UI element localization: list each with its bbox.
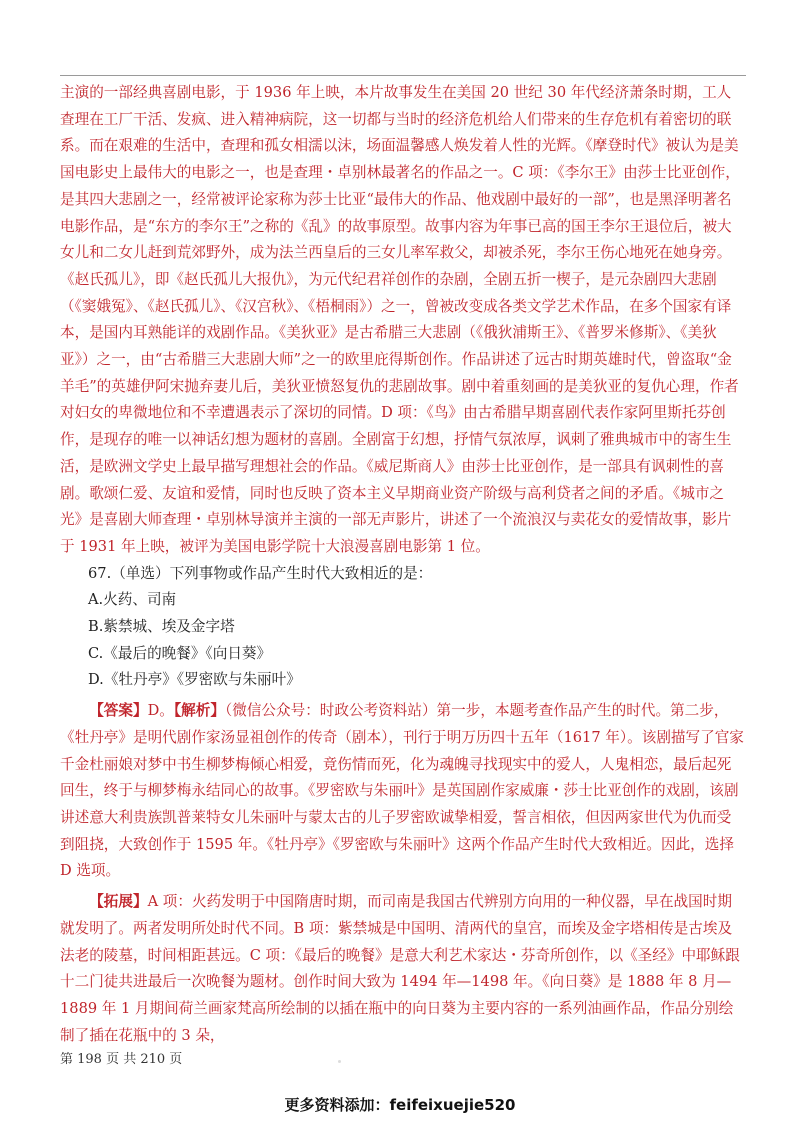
extension-tag: 【拓展】 [89,893,148,911]
extension-paragraph [60,889,744,1049]
analysis-text: （微信公众号：时政公考资料站）第一步，本题考查作品产生的时代。第二步，《牡丹亭》是明代剧作家汤显祖创作的传奇（剧本），刊行于明万历四十五年（1617 年）。该剧描写了官家千金杜丽娘对梦中书生柳梦梅倾心相爱，竟伤情而死，化为魂魄寻找现实中的爱人，人鬼相恋，最后起死回生，终于与柳梦梅永结同心的故事。《罗密欧与朱丽叶》是英国剧作家威廉・莎士比亚创作的戏剧，该剧讲述意大利贵族凯普莱特女儿朱丽叶与蒙太古的儿子罗密欧诚挚相爱，誓言相依，但因两家世代为仇而受到阻挠，大致创作于 1595 年。《牡丹亭》《罗密欧与朱丽叶》这两个作品产生时代大致相近。因此，选择 D 选项。 [60,702,744,880]
page-number: 第 198 页 共 210 页 [60,1052,183,1067]
answer-value: D。 [147,702,174,720]
answer-tag: 【答案】 [89,702,148,720]
document-body [60,80,744,1049]
option-c: C.《最后的晚餐》《向日葵》 [88,644,272,662]
promo-text: 更多资料添加：feifeixuejie520 [284,1096,516,1114]
answer-paragraph [60,698,744,885]
option-b: B.紫禁城、埃及金字塔 [88,618,235,636]
header-rule [60,75,746,76]
extension-text: A 项：火药发明于中国隋唐时期，而司南是我国古代辨别方向用的一种仪器，早在战国时期就发明了。两者发明所处时代不同。B 项：紫禁城是中国明、清两代的皇宫，而埃及金字塔相传是古埃及法老的陵墓，时间相距甚远。C 项：《最后的晚餐》是意大利艺术家达・芬奇所创作，以《圣经》中耶稣跟十二门徒共进最后一次晚餐为题材。创作时间大致为 1494 年—1498 年。《向日葵》是 1888 年 8 月—1889 年 1 月期间荷兰画家梵高所绘制的以插在瓶中的向日葵为主要内容的一系列油画作品，作品分别绘制了插在花瓶中的 3 朵， [60,893,740,1044]
option-a: A.火药、司南 [88,591,177,609]
question-stem: 67.（单选）下列事物或作品产生时代大致相近的是： [88,564,433,582]
previous-explanation: 主演的一部经典喜剧电影，于 1936 年上映，本片故事发生在美国 20 世纪 30 年代经济萧条时期，工人查理在工厂干活、发疯、进入精神病院，这一切都与当时的经济危机给人们带来的生存危机有着密切的联系。而在艰难的生活中，查理和孤女相濡以沫，场面温馨感人焕发着人性的光辉。《摩登时代》被认为是美国电影史上最伟大的电影之一，也是查理・卓别林最著名的作品之一。C 项：《李尔王》由莎士比亚创作，是其四大悲剧之一，经常被评论家称为莎士比亚“最伟大的作品、他戏剧中最好的一部”，也是黑泽明著名电影作品，是“东方的李尔王”之称的《乱》的故事原型。故事内容为年事已高的国王李尔王退位后，被大女儿和二女儿赶到荒郊野外，成为法兰西皇后的三女儿率军救父，却被杀死，李尔王伤心地死在她身旁。《赵氏孤儿》，即《赵氏孤儿大报仇》，为元代纪君祥创作的杂剧，全剧五折一楔子，是元杂剧四大悲剧（《窦娥冤》、《赵氏孤儿》、《汉宫秋》、《梧桐雨》）之一，曾被改变成各类文学艺术作品，在多个国家有译本，是国内耳熟能详的戏剧作品。《美狄亚》是古希腊三大悲剧（《俄狄浦斯王》、《普罗米修斯》、《美狄亚》）之一，由“古希腊三大悲剧大师”之一的欧里庇得斯创作。作品讲述了远古时期英雄时代，曾盗取“金羊毛”的英雄伊阿宋抛弃妻儿后，美狄亚愤怒复仇的悲剧故事。剧中着重刻画的是美狄亚的复仇心理，作者对妇女的卑微地位和不幸遭遇表示了深切的同情。D 项：《鸟》由古希腊早期喜剧代表作家阿里斯托芬创作，是现存的唯一以神话幻想为题材的喜剧。全剧富于幻想，抒情气氛浓厚，讽刺了雅典城市中的寄生生活，是欧洲文学史上最早描写理想社会的作品。《威尼斯商人》由莎士比亚创作，是一部具有讽刺性的喜剧。歌颂仁爱、友谊和爱情，同时也反映了资本主义早期商业资产阶级与高利贷者之间的矛盾。《城市之光》是喜剧大师查理・卓别林导演并主演的一部无声影片，讲述了一个流浪汉与卖花女的爱情故事，影片于 1931 年上映，被评为美国电影学院十大浪漫喜剧电影第 1 位。 [60,84,740,555]
footer-dot [338,1060,341,1063]
option-d: D.《牡丹亭》《罗密欧与朱丽叶》 [88,671,301,689]
analysis-tag: 【解析】 [173,702,225,720]
